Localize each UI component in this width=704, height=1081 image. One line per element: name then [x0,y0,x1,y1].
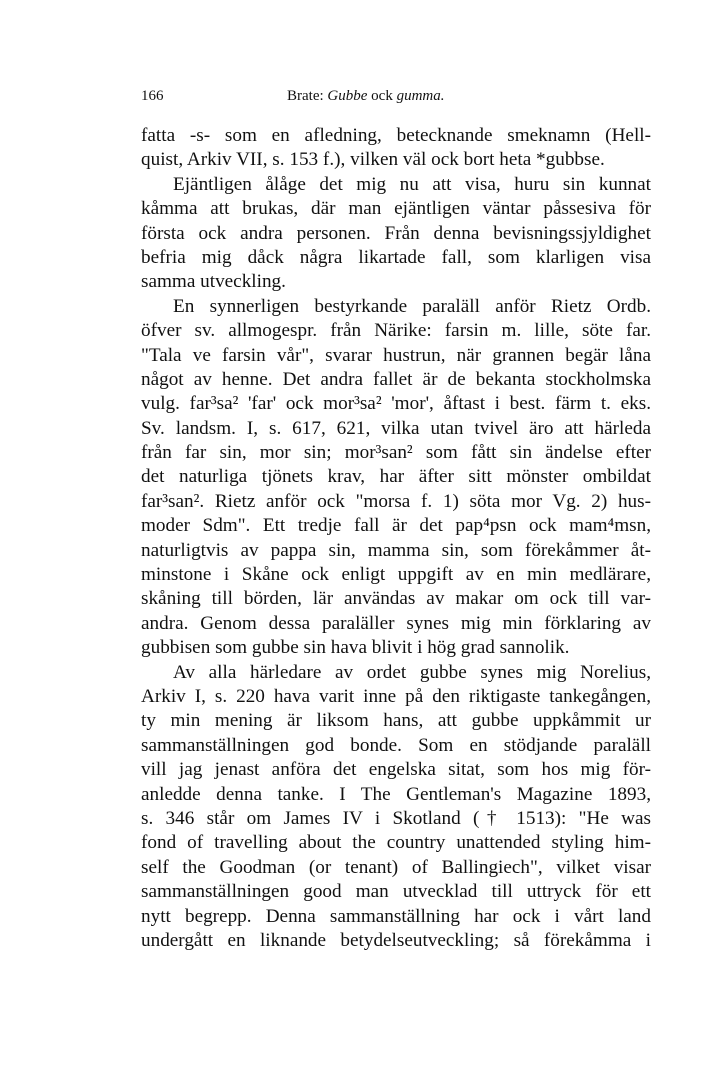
text-line: första ock andra personen. Från denna bevisningssjyldighet [141,222,651,244]
text-line: En synnerligen bestyrkande paraläll anför Rietz Ordb. [173,295,651,317]
text-line: Sv. landsm. I, s. 617, 621, vilka utan tvivel äro att härleda [141,417,651,439]
text-line: self the Goodman (or tenant) of Ballingiech", vilket visar [141,856,651,878]
text-line: något av henne. Det andra fallet är de bekanta stockholmska [141,368,651,390]
running-head-title-part2: gumma. [396,88,445,104]
text-line: quist, Arkiv VII, s. 153 f.), vilken väl ock bort heta *gubbse. [141,149,605,171]
text-line: befria mig dåck några likartade fall, som klarligen visa [141,246,651,268]
text-line: ty min mening är liksom hans, att gubbe uppkåmmit ur [141,710,651,732]
text-line: naturligtvis av pappa sin, mamma sin, som förekåmmer åt- [141,539,651,561]
text-line: nytt begrepp. Denna sammanställning har ock i vårt land [141,905,651,927]
paragraph-3 [141,295,651,661]
text-line: "Tala ve farsin vår", svarar hustrun, när grannen begär låna [141,344,651,366]
page-number: 166 [141,88,164,104]
text-line: från far sin, mor sin; mor³san² som fått sin ändelse efter [141,442,651,464]
text-line: det naturliga tjönets krav, har äfter sitt mönster ombildat [141,466,651,488]
text-line: skåning till börden, lär användas av makar om ock till var- [141,588,651,610]
text-line: sammanställningen good man utvecklad till uttryck för ett [141,881,651,903]
text-line: fond of travelling about the country unattended styling him- [141,832,651,854]
text-line: samma utveckling. [141,271,286,293]
running-head-connector: ock [371,88,393,104]
text-line: s. 346 står om James IV i Skotland († 1513): "He was [141,807,651,829]
text-line: moder Sdm". Ett tredje fall är det pap⁴psn ock mam⁴msn, [141,515,651,537]
text-line: vulg. far³sa² 'far' ock mor³sa² 'mor', åftast i best. färm t. eks. [141,393,651,415]
text-line: vill jag jenast anföra det engelska sitat, som hos mig för- [141,759,651,781]
text-line: kåmma att brukas, där man ejäntligen väntar påssesiva för [141,198,651,220]
text-line: undergått en liknande betydelseutveckling; så förekåmma i [141,929,651,951]
text-line: Ejäntligen ålåge det mig nu att visa, huru sin kunnat [173,173,651,195]
running-head [287,88,445,105]
text-line: minstone i Skåne ock enligt uppgift av en min medlärare, [141,564,651,586]
running-head-author: Brate: [287,88,324,104]
text-line: gubbisen som gubbe sin hava blivit i hög grad sannolik. [141,637,570,659]
paragraph-2 [141,173,651,295]
text-line: sammanställningen god bonde. Som en stödjande paraläll [141,734,651,756]
text-line: far³san². Rietz anför ock "morsa f. 1) söta mor Vg. 2) hus- [141,490,651,512]
paragraph-1 [141,124,651,173]
running-head-title-part1: Gubbe [327,88,368,104]
text-line: andra. Genom dessa paraläller synes mig min förklaring av [141,612,651,634]
text-line: anledde denna tanke. I The Gentleman's Magazine 1893, [141,783,651,805]
body-text [141,124,651,953]
page-header [141,88,651,112]
text-line: Arkiv I, s. 220 hava varit inne på den riktigaste tankegången, [141,685,651,707]
text-line: fatta -s- som en afledning, betecknande smeknamn (Hell- [141,125,651,146]
text-line: öfver sv. allmogespr. från Närike: farsin m. lille, söte far. [141,320,651,342]
text-line: Av alla härledare av ordet gubbe synes mig Norelius, [173,661,651,683]
paragraph-4 [141,661,651,954]
